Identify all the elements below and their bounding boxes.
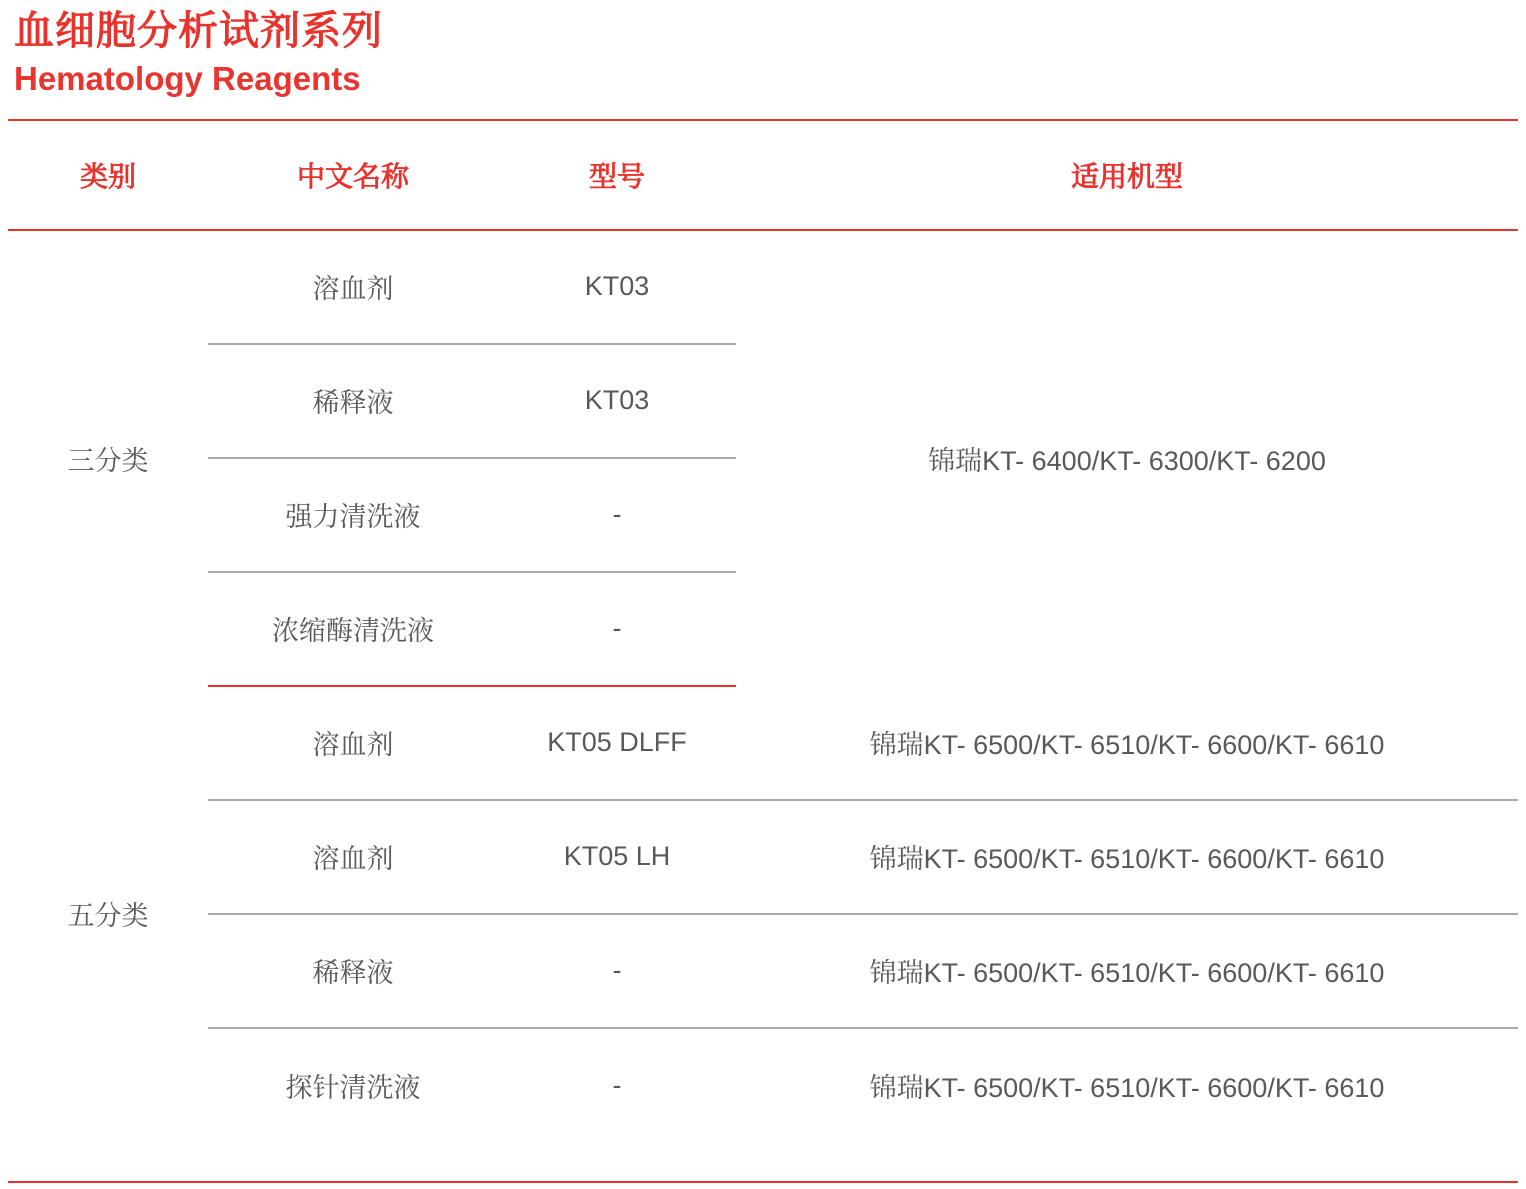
column-header-model: 型号 (498, 120, 736, 230)
applicable-machine: 锦瑞KT- 6500/KT- 6510/KT- 6600/KT- 6610 (736, 914, 1518, 1028)
reagent-model: - (498, 914, 736, 1028)
table-row (8, 800, 1518, 914)
column-header-category: 类别 (8, 120, 208, 230)
table-body (8, 230, 1518, 1142)
bottom-divider (8, 1181, 1518, 1183)
page-title-en: Hematology Reagents (14, 60, 361, 97)
category-cell-three-part: 三分类 (67, 445, 149, 476)
reagent-name: 溶血剂 (208, 686, 498, 800)
column-header-name: 中文名称 (208, 120, 498, 230)
reagent-model: KT05 LH (498, 800, 736, 914)
category-cell-five-part: 五分类 (67, 901, 149, 932)
reagent-model: - (498, 572, 736, 686)
page-title-cn: 血细胞分析试剂系列 (14, 9, 383, 53)
table-header-row (8, 120, 1518, 230)
reagent-name: 溶血剂 (208, 800, 498, 914)
applicable-machine: 锦瑞KT- 6400/KT- 6300/KT- 6200 (928, 445, 1326, 476)
applicable-machine: 锦瑞KT- 6500/KT- 6510/KT- 6600/KT- 6610 (869, 1072, 1385, 1103)
table-row (8, 1028, 1518, 1142)
reagent-model: - (612, 1069, 622, 1100)
reagent-name: 强力清洗液 (208, 458, 498, 572)
reagent-model: - (498, 458, 736, 572)
table-row (8, 914, 1518, 1028)
reagent-name: 溶血剂 (208, 230, 498, 344)
table-row (8, 230, 1518, 344)
reagent-name: 稀释液 (208, 344, 498, 458)
applicable-machine: 锦瑞KT- 6500/KT- 6510/KT- 6600/KT- 6610 (736, 686, 1518, 800)
applicable-machine: 锦瑞KT- 6500/KT- 6510/KT- 6600/KT- 6610 (736, 800, 1518, 914)
column-header-machine: 适用机型 (736, 120, 1518, 230)
reagents-table (8, 119, 1518, 1142)
reagent-model: KT03 (498, 344, 736, 458)
reagent-model: KT03 (498, 230, 736, 344)
reagent-name: 稀释液 (208, 914, 498, 1028)
reagent-name: 探针清洗液 (285, 1072, 421, 1103)
reagent-model: KT05 DLFF (498, 686, 736, 800)
table-header (8, 120, 1518, 230)
table-row (8, 686, 1518, 800)
page-heading (0, 0, 1526, 101)
reagent-name: 浓缩酶清洗液 (208, 572, 498, 686)
